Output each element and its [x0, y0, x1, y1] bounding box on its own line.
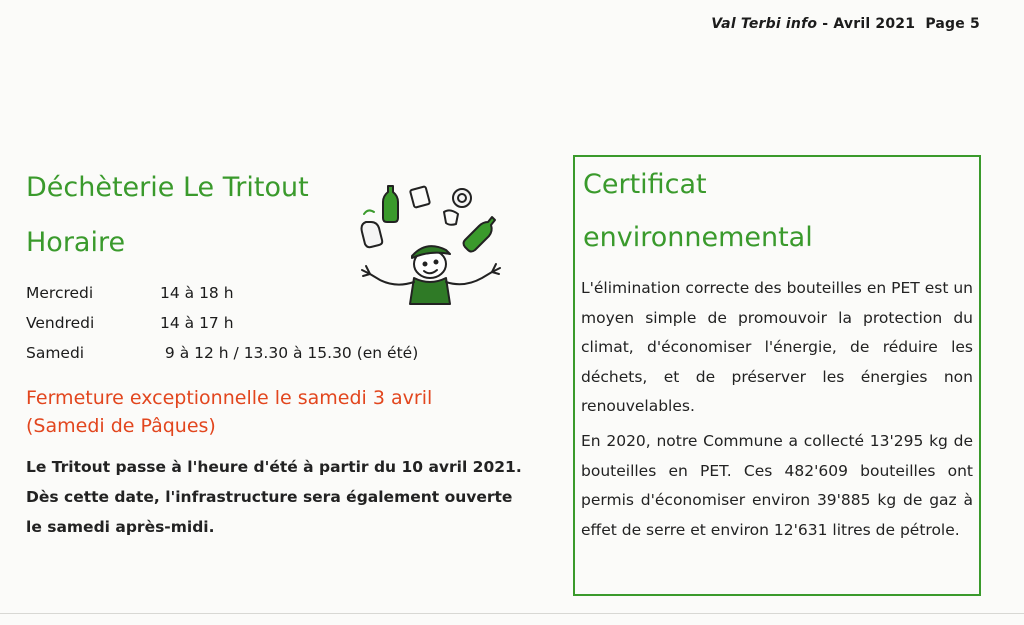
hours-time: 14 à 17 h — [160, 314, 234, 332]
hours-time: 9 à 12 h / 13.30 à 15.30 (en été) — [160, 344, 419, 362]
page-number: Page 5 — [925, 16, 980, 32]
dechetterie-title: Déchèterie Le Tritout — [26, 172, 309, 203]
hours-time: 14 à 18 h — [160, 284, 234, 302]
certificat-paragraph: En 2020, notre Commune a collecté 13'295 kg de bouteilles en PET. Ces 482'609 bouteilles ont permis d'économiser environ 39'885 kg de gaz à effet de serre et environ 12'631 litres de pétrole. — [581, 432, 973, 539]
closure-notice — [26, 384, 432, 440]
issue-date: - Avril 2021 — [822, 16, 916, 32]
horaire-subtitle: Horaire — [26, 227, 126, 258]
certificat-title: Certificat — [583, 169, 707, 200]
recycling-juggler-icon — [348, 178, 508, 313]
certificat-title: environnemental — [583, 222, 813, 253]
hours-day: Vendredi — [26, 314, 95, 332]
closure-line: (Samedi de Pâques) — [26, 415, 216, 437]
certificat-box — [573, 155, 981, 596]
closure-line: Fermeture exceptionnelle le samedi 3 avril — [26, 387, 433, 409]
page-header — [711, 16, 980, 32]
hours-day: Samedi — [26, 344, 85, 362]
hours-day: Mercredi — [26, 284, 94, 302]
page-divider — [0, 613, 1024, 614]
publication-name: Val Terbi info — [711, 16, 818, 32]
certificat-paragraph: L'élimination correcte des bouteilles en PET est un moyen simple de promouvoir la protection du climat, d'économiser l'énergie, de réduire les déchets, et de préserver les énergies non renouvelables. — [581, 279, 973, 415]
summer-hours-notice: Le Tritout passe à l'heure d'été à partir du 10 avril 2021. Dès cette date, l'infrastructure sera également ouverte le samedi après-midi. — [26, 458, 522, 536]
